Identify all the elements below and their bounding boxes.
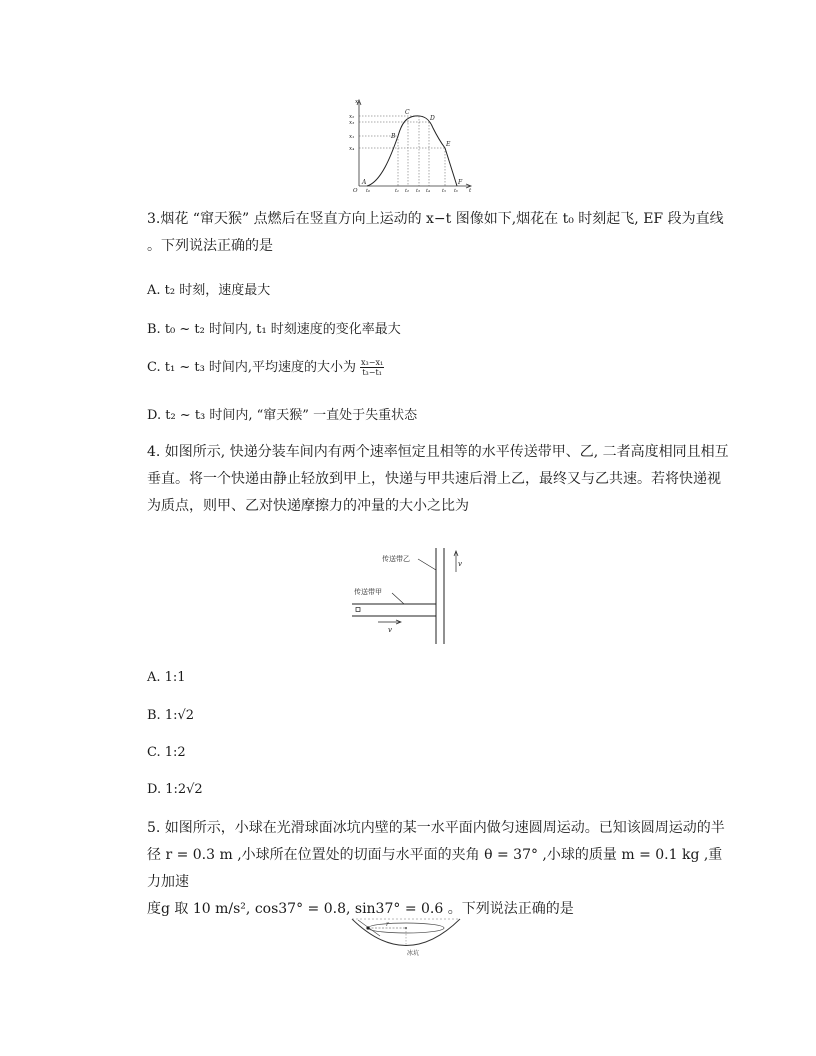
t-tick-t0: t₀ [366, 188, 371, 192]
q4-option-d: D. 1:2√2 [147, 782, 203, 797]
belt-yi-label: 传送带乙 [382, 555, 410, 563]
q4-option-b: B. 1:√2 [147, 708, 195, 723]
velocity-label-vertical: v [458, 560, 462, 568]
point-label-a: A [362, 179, 367, 186]
t-axis-label: t [469, 188, 472, 192]
y-tick-x4: x₄ [349, 146, 355, 152]
q3-option-c-text: C. t₁ ~ t₃ 时间内,平均速度的大小为 [147, 360, 357, 375]
xt-curve [367, 116, 457, 186]
ice-pit-figure [350, 914, 462, 958]
xt-graph-figure [345, 96, 475, 192]
t-tick-t4: t₄ [426, 188, 431, 192]
conveyor-figure [348, 544, 466, 646]
question-5-stem [147, 815, 731, 923]
x-axis-label: x [355, 99, 359, 105]
q3-option-a: A. t₂ 时刻，速度最大 [147, 283, 271, 298]
belt-yi-leader [418, 559, 436, 570]
velocity-label-horizontal: v [388, 626, 392, 634]
q5-stem-line2: 径 r = 0.3 m ,小球所在位置处的切面与水平面的夹角 θ = 37° ,小球的质量 m = 0.1 kg ,重力加速 [147, 847, 723, 890]
question-4-stem [147, 439, 731, 520]
ice-pit-label: 冰坑 [407, 950, 420, 957]
q4-stem-line3: 为质点，则甲、乙对快递摩擦力的冲量的大小之比为 [147, 498, 469, 514]
q4-option-a: A. 1:1 [147, 670, 186, 685]
q3-option-b: B. t₀ ~ t₂ 时间内, t₁ 时刻速度的变化率最大 [147, 322, 401, 337]
y-tick-x3: x₃ [349, 120, 355, 126]
belt-jia-label: 传送带甲 [354, 588, 382, 596]
q3-option-c-numerator: x₃−x₁ [361, 358, 384, 367]
q3-option-c [147, 356, 384, 377]
parcel-marker [356, 608, 360, 612]
q5-stem-line1: 5. 如图所示，小球在光滑球面冰坑内壁的某一水平面内做匀速圆周运动。已知该圆周运动的半 [147, 820, 725, 836]
t-tick-t6: t₆ [454, 188, 459, 192]
t-tick-t5: t₅ [442, 188, 447, 192]
point-label-f: F [458, 179, 463, 186]
q3-option-c-fraction [360, 358, 384, 377]
question-3-stem [147, 206, 731, 260]
q3-stem-line2: 。下列说法正确的是 [147, 238, 273, 254]
q4-option-c: C. 1:2 [147, 745, 186, 760]
ball [366, 926, 369, 929]
t-tick-t3: t₃ [416, 188, 421, 192]
q3-stem-line1: 3.烟花 “窜天猴” 点燃后在竖直方向上运动的 x−t 图像如下,烟花在 t₀ 时刻起飞, EF 段为直线 [147, 211, 724, 227]
t-tick-t2: t₂ [405, 188, 410, 192]
q5-stem-line3: 度g 取 10 m/s², cos37° = 0.8, sin37° = 0.6 。下列说法正确的是 [147, 901, 574, 917]
point-label-b: B [391, 133, 396, 140]
y-tick-x2: x₂ [349, 114, 355, 120]
point-label-c: C [405, 109, 410, 116]
belt-jia-leader [392, 593, 404, 604]
radius-label: r [386, 921, 389, 928]
point-label-e: E [446, 141, 451, 148]
q3-option-d: D. t₂ ~ t₃ 时间内, “窜天猴” 一直处于失重状态 [147, 408, 418, 423]
t-tick-t1: t₁ [395, 188, 400, 192]
y-tick-x1: x₁ [349, 134, 355, 140]
origin-label: O [353, 188, 358, 192]
center-dot [405, 927, 407, 929]
q4-stem-line2: 垂直。将一个快递由静止轻放到甲上，快递与甲共速后滑上乙，最终又与乙共速。若将快递视 [147, 471, 721, 487]
q4-stem-line1: 4. 如图所示, 快递分装车间内有两个速率恒定且相等的水平传送带甲、乙, 二者高度相同且相互 [147, 444, 729, 460]
q3-option-c-denominator: t₃−t₁ [362, 368, 382, 377]
point-label-d: D [430, 115, 435, 122]
